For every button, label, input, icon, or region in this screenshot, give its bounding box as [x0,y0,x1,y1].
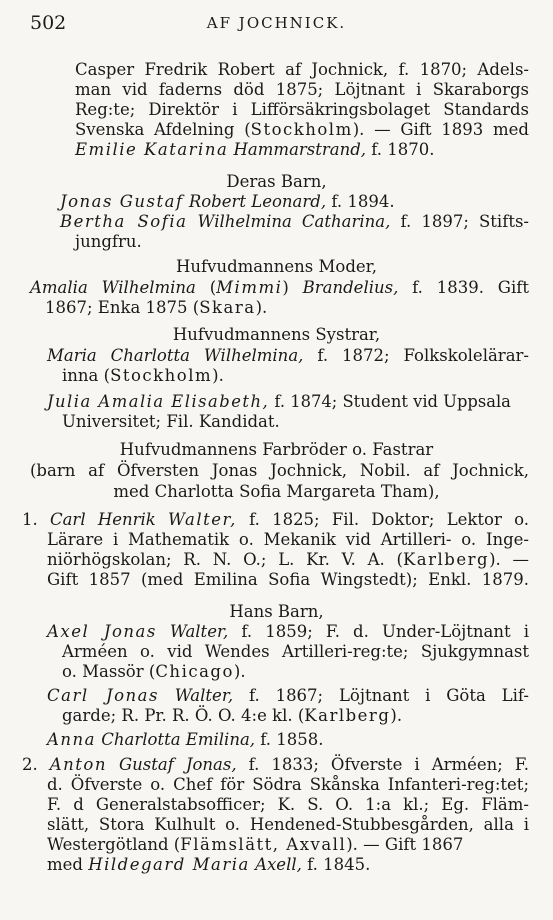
text-line [62,412,529,432]
text-line [45,298,529,318]
text-line [22,755,529,775]
text-run [187,212,197,231]
text-run: slätt, Stora Kulhult o. Hendened-Stubbesgården, alla i [47,815,529,834]
text-run: Anton [49,755,107,774]
text-line [47,855,529,875]
text-run: Hammarstrand, [233,140,367,159]
text-run: Charlotta Emilina, [101,730,256,749]
text-run: ). [233,662,246,681]
text-line [60,192,529,212]
text-run: Hufvudmannens Farbröder o. Fastrar [119,440,434,459]
text-run: ). — Gift 1867 [346,835,464,854]
text-line [47,686,529,706]
text-line [47,815,529,835]
text-run: f. 1872; Folkskolelärar- [303,346,529,365]
text-run: garde; R. Pr. R. Ö. O. 4:e kl. ( [62,706,305,725]
text-run: Gustaf Jonas, [119,755,237,774]
text-run: f. 1859; F. d. Under-Löjtnant i [228,622,529,641]
text-run [107,755,119,774]
text-run: (barn af Öfversten Jonas Jochnick, Nobil. af Jochnick, [30,461,529,480]
text-run: med Charlotta Sofia Margareta Tham), [113,482,440,501]
text-run: F. d Generalstabsofficer; K. S. O. 1:a kl.; Eg. Fläm- [47,795,529,814]
text-run: Hans Barn, [229,602,324,621]
text-run: Walter, [169,622,229,641]
text-run: 1867; Enka 1875 ( [45,298,200,317]
text-run: Brandelius, [302,278,399,297]
text-run: Hildegard Maria [88,855,250,874]
text-line [75,60,529,80]
text-line [0,602,553,622]
text-run [159,686,175,705]
text-run: f. 1894. [326,192,395,211]
text-run: inna ( [62,366,111,385]
text-line [75,100,529,120]
text-line [0,440,553,460]
text-line [75,120,529,140]
text-line [62,706,529,726]
page-number: 502 [30,12,67,34]
text-run: med [47,855,89,874]
text-run: Westergötland ( [47,835,181,854]
text-run: Svenska Afdelning ( [75,120,251,139]
text-run: jungfru. [75,232,142,251]
text-run: Anna [47,730,97,749]
text-run [156,510,168,529]
text-run: Flämslätt, Axvall [180,835,347,854]
text-run: f. 1897; Stifts- [390,212,529,231]
text-line [30,461,529,481]
text-line [62,366,529,386]
text-run: Casper Fredrik Robert af Jochnick, f. 1870; Adels- [75,60,529,79]
text-line [0,482,553,502]
text-run: man vid faderns död 1875; Löjtnant i Skaraborgs [75,80,529,99]
text-line [47,570,529,590]
text-run: Carl Jonas [47,686,159,705]
text-run: Amalia Wilhelmina [30,278,196,297]
text-line [0,325,553,345]
text-run: ). [255,298,268,317]
text-run: Emilie Katarina [75,140,229,159]
text-line [60,212,529,232]
text-run: Universitet; Fil. Kandidat. [62,412,280,431]
text-run: ). [390,706,403,725]
text-line [75,80,529,100]
text-line [22,510,529,530]
text-run: Carl Henrik [49,510,156,529]
text-line [62,642,529,662]
text-run: Deras Barn, [226,172,327,191]
text-run: Walter, [168,510,237,529]
text-run: Gift 1857 (med Emilina Sofia Wingstedt); Enkl. 1879. [47,570,529,589]
text-line [0,172,553,192]
text-run: Chicago [155,662,234,681]
text-line [75,232,529,252]
text-run: Hufvudmannens Moder, [176,257,377,276]
text-run: Stockholm [250,120,353,139]
text-run: ) [282,278,303,297]
text-line [75,140,529,160]
text-run: Lärare i Mathematik o. Mekanik vid Artilleri- o. Inge- [47,530,529,549]
text-run: f. 1845. [301,855,371,874]
text-run: Reg:te; Direktör i Lifförsäkringsbolaget Standards [75,100,529,119]
text-run: Axell, [255,855,302,874]
text-run: 2. [22,755,50,774]
text-line [47,622,529,642]
text-line [47,835,529,855]
text-line [47,730,529,750]
text-run: Walter, [174,686,234,705]
text-run: o. Massör ( [62,662,156,681]
text-run: Mimmi [216,278,283,297]
text-run: ( [195,278,217,297]
text-run: 1. [22,510,50,529]
text-run: Axel Jonas [47,622,157,641]
text-run: f. 1870. [366,140,435,159]
text-run: niörhögskolan; R. N. O.; L. Kr. V. A. ( [47,550,403,569]
text-run: Jonas Gustaf [60,192,184,211]
page-header [0,12,553,36]
text-run: f. 1867; Löjtnant i Göta Lif- [233,686,529,705]
text-run: f. 1825; Fil. Doktor; Lektor o. [236,510,529,529]
text-run: d. Öfverste o. Chef för Södra Skånska Infanteri-reg:tet; [47,775,529,794]
text-line [47,530,529,550]
text-run: Wilhelmina Catharina, [197,212,391,231]
text-line [30,278,529,298]
text-run: Karlberg [304,706,391,725]
running-title: AF JOCHNICK. [206,14,347,32]
text-run: Hufvudmannens Systrar, [172,325,381,344]
text-run: Skara [199,298,256,317]
text-run: Karlberg [402,550,490,569]
text-run: Stockholm [110,366,213,385]
text-run: ). — Gift 1893 med [352,120,529,139]
text-run: Arméen o. vid Wendes Artilleri-reg:te; Sjukgymnast [62,642,529,661]
text-run: Maria Charlotta Wilhelmina, [47,346,304,365]
text-run: Julia Amalia Elisabeth, [47,392,270,411]
text-run: Robert Leonard, [188,192,327,211]
text-line [47,775,529,795]
text-run: f. 1833; Öfverste i Arméen; F. [236,755,529,774]
text-run [157,622,170,641]
text-line [47,550,529,570]
text-line [47,392,529,412]
text-run: f. 1858. [255,730,324,749]
text-run: ). [212,366,224,385]
text-run: f. 1874; Student vid Uppsala [269,392,511,411]
text-run: Bertha Sofia [60,212,188,231]
text-line [47,795,529,815]
text-line [47,346,529,366]
text-line [0,257,553,277]
text-run: f. 1839. Gift [398,278,529,297]
text-run: ). — [489,550,529,569]
text-line [62,662,529,682]
